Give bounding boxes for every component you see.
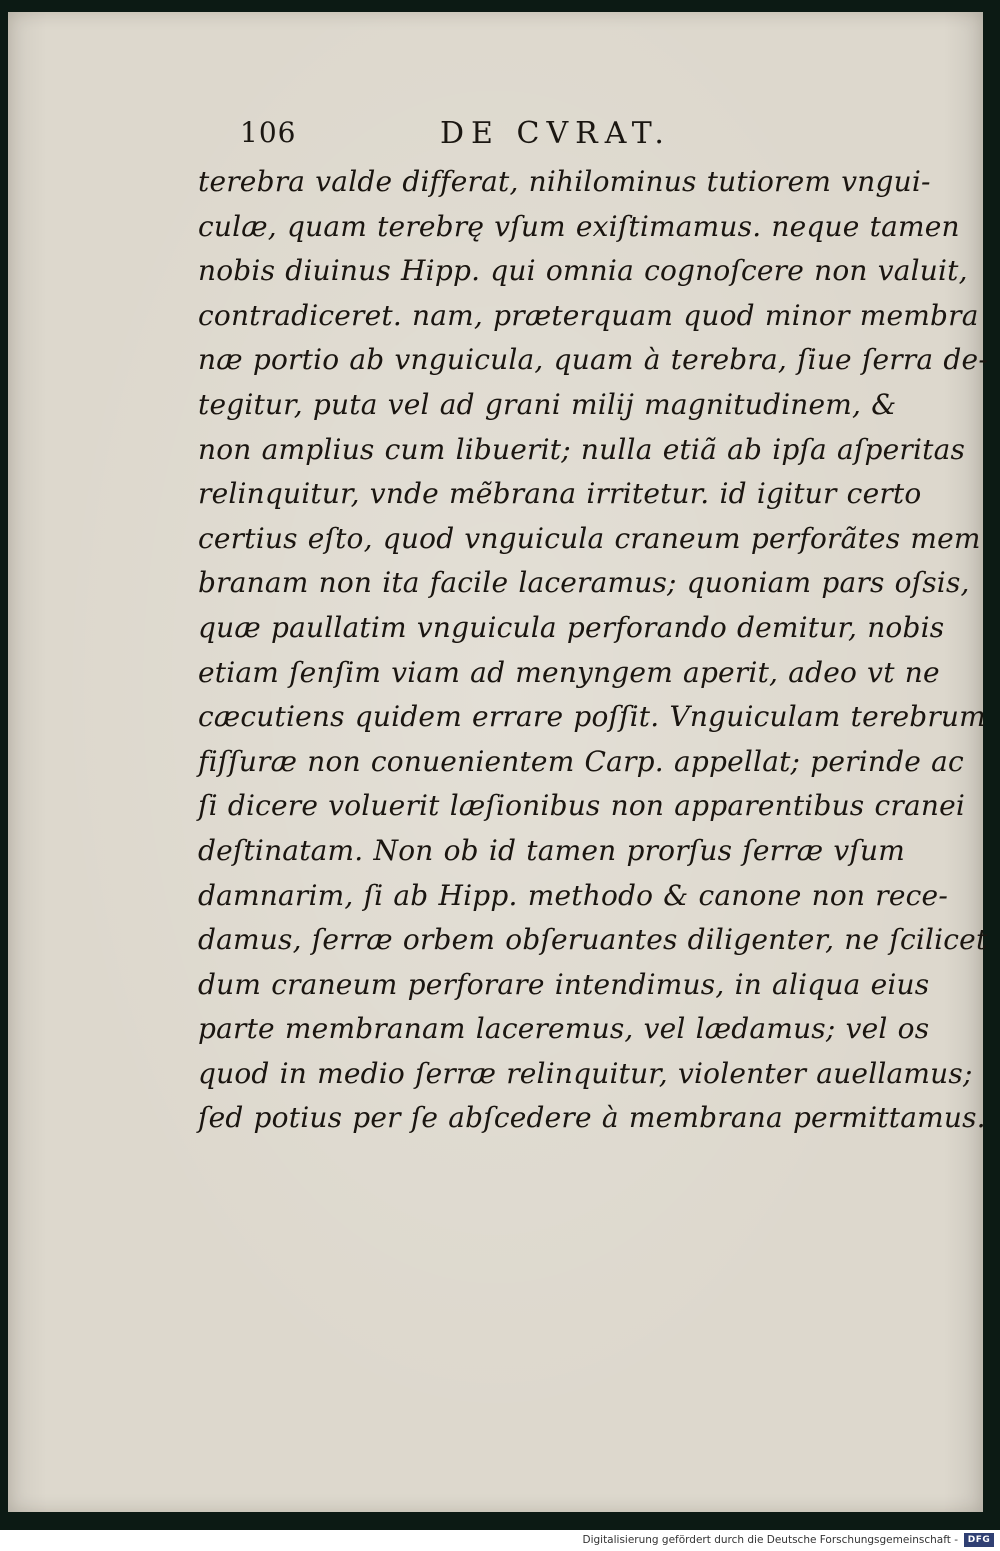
text-line: culæ, quam terebrę vſum exiſtimamus. neque tamen (198, 209, 960, 243)
text-line: quod in medio ſerræ relinquitur, violenter auellamus; (198, 1056, 973, 1090)
text-line: branam non ita facile laceramus; quoniam pars oſsis, (198, 566, 970, 600)
text-line: fiſſuræ non conuenientem Carp. appellat; perinde ac (198, 744, 964, 778)
text-line: etiam ſenſim viam ad menyngem aperit, adeo vt ne (198, 655, 940, 689)
text-line: ſi dicere voluerit læſionibus non apparentibus cranei (198, 789, 965, 823)
text-line: quæ paullatim vnguicula perforando demitur, nobis (198, 610, 945, 644)
text-line: dum craneum perforare intendimus, in aliqua eius (198, 967, 930, 1001)
text-line: terebra valde differat, nihilominus tutiorem vngui- (198, 165, 931, 198)
running-head (240, 116, 760, 156)
footer (0, 1530, 1000, 1551)
running-title: DE CVRAT. (440, 116, 671, 151)
funding-credit: Digitalisierung gefördert durch die Deutsche Forschungsgemeinschaft - (582, 1534, 958, 1546)
text-line: damnarim, ſi ab Hipp. methodo & canone non rece- (198, 878, 948, 912)
dfg-logo: DFG (964, 1533, 994, 1547)
text-line: tegitur, puta vel ad grani milij magnitudinem, & (198, 387, 897, 421)
text-line: relinquitur, vnde mẽbrana irritetur. id igitur certo (198, 477, 922, 511)
text-line: cæcutiens quidem errare poſſit. Vnguiculam terebrum (198, 700, 986, 734)
text-line: contradiceret. nam, præterquam quod minor membra (198, 298, 979, 332)
text-line: ſed potius per ſe abſcedere à membrana permittamus. (198, 1101, 986, 1135)
text-line: non amplius cum libuerit; nulla etiã ab ipſa aſperitas (198, 432, 966, 466)
text-line: certius eſto, quod vnguicula craneum perforãtes mem (198, 521, 981, 555)
body-text (198, 160, 988, 1141)
text-line: næ portio ab vnguicula, quam à terebra, ſiue ſerra de- (198, 343, 988, 377)
text-line: deſtinatam. Non ob id tamen prorſus ſerræ vſum (198, 833, 905, 867)
text-line: nobis diuinus Hipp. qui omnia cognoſcere non valuit, (198, 254, 968, 288)
text-line: damus, ſerræ orbem obſeruantes diligenter, ne ſcilicet (198, 923, 988, 957)
text-line: parte membranam laceremus, vel lædamus; vel os (198, 1012, 930, 1046)
page-number: 106 (240, 116, 297, 149)
